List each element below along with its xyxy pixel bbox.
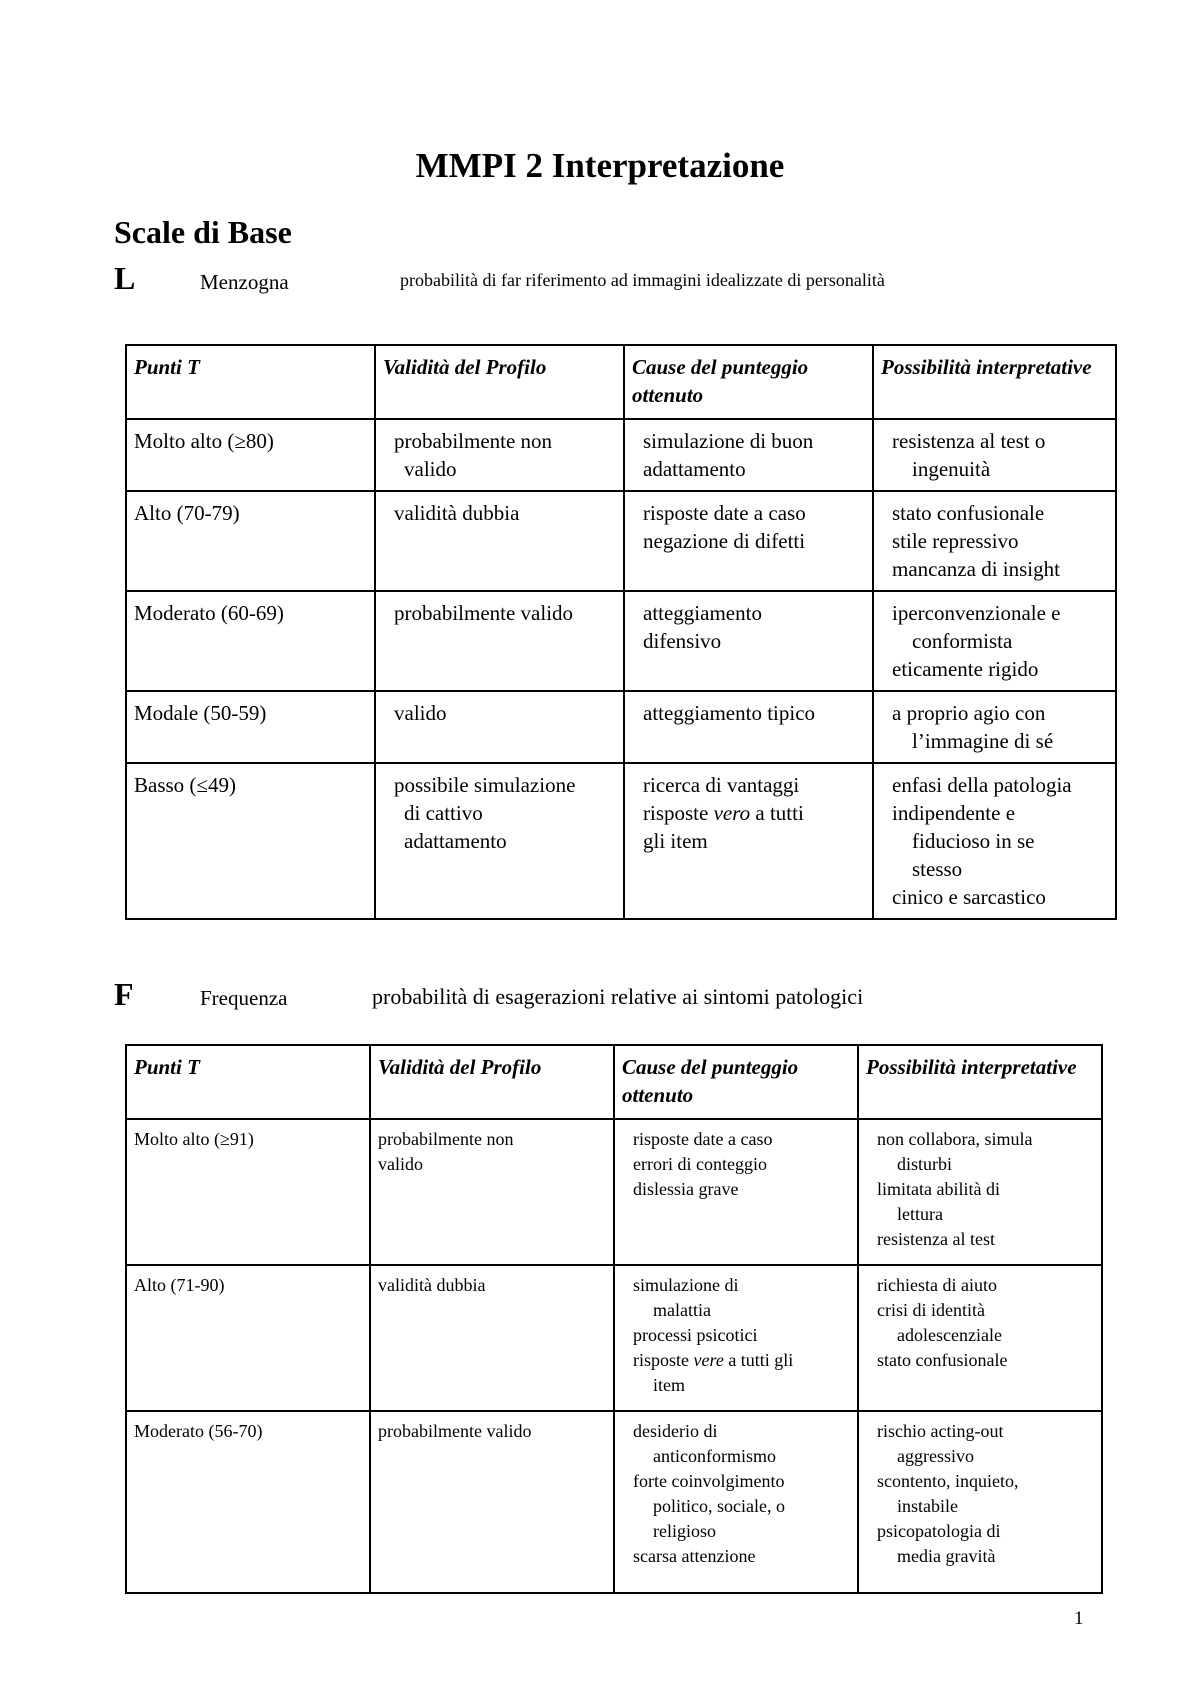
cell-possibilita	[858, 1411, 1102, 1593]
cell-text: stato confusionale	[892, 501, 1045, 525]
cell-text: a tutti	[750, 801, 804, 825]
cell-text: processi psicotici	[633, 1325, 758, 1345]
cell-text: crisi di identità	[877, 1300, 985, 1320]
cell-text: stesso	[912, 857, 963, 881]
cell-text: non collabora, simula	[877, 1129, 1033, 1149]
scale-f-heading	[114, 976, 864, 1016]
cell-text: rischio acting-out	[877, 1421, 1004, 1441]
cell-cause	[624, 591, 873, 691]
header-validita: Validità del Profilo	[375, 345, 624, 419]
scale-l-heading	[114, 260, 885, 300]
cell-text: scarsa attenzione	[633, 1546, 756, 1566]
header-punti-t: Punti T	[126, 345, 375, 419]
cell-text: simulazione di	[633, 1275, 739, 1295]
scale-l-description: probabilità di far riferimento ad immagini idealizzate di personalità	[400, 270, 885, 290]
cell-text: l’immagine di sé	[912, 729, 1054, 753]
page-number: 1	[1074, 1608, 1084, 1629]
cell-text: eticamente rigido	[892, 657, 1039, 681]
cell-validita	[375, 491, 624, 591]
cell-text: validità dubbia	[394, 501, 520, 525]
cell-punti: Basso (≤49)	[126, 763, 375, 919]
cell-text: adattamento	[643, 457, 746, 481]
cell-text: adattamento	[404, 829, 507, 853]
cell-validita	[375, 419, 624, 491]
scale-f-name: Frequenza	[200, 986, 288, 1010]
table-row	[126, 1411, 1102, 1593]
scale-l-table	[125, 344, 1117, 920]
cell-text: stile repressivo	[892, 529, 1019, 553]
cell-text: religioso	[653, 1521, 716, 1541]
cell-text: resistenza al test	[877, 1229, 995, 1249]
cell-punti: Moderato (56-70)	[126, 1411, 370, 1593]
cell-cause	[614, 1119, 858, 1265]
cell-text: malattia	[653, 1300, 711, 1320]
cell-text: fiducioso in se	[912, 829, 1035, 853]
cell-text: risposte	[633, 1350, 694, 1370]
cell-text: instabile	[897, 1496, 958, 1516]
table-row	[126, 419, 1116, 491]
cell-validita	[370, 1119, 614, 1265]
cell-text: stato confusionale	[877, 1350, 1008, 1370]
cell-punti: Alto (71-90)	[126, 1265, 370, 1411]
cell-text: politico, sociale, o	[653, 1496, 785, 1516]
cell-text: atteggiamento tipico	[643, 701, 816, 725]
cell-text: risposte date a caso	[643, 501, 806, 525]
cell-text: possibile simulazione	[394, 773, 576, 797]
table-row	[126, 691, 1116, 763]
cell-punti: Molto alto (≥80)	[126, 419, 375, 491]
cell-text: limitata abilità di	[877, 1179, 1000, 1199]
cell-cause	[624, 691, 873, 763]
cell-text: valido	[378, 1154, 423, 1174]
cell-text: probabilmente non	[378, 1129, 514, 1149]
cell-text: richiesta di aiuto	[877, 1275, 997, 1295]
cell-possibilita	[858, 1265, 1102, 1411]
cell-possibilita	[873, 591, 1116, 691]
cell-text-italic: vero	[713, 801, 751, 825]
table-header-row	[126, 345, 1116, 419]
cell-text: ricerca di vantaggi	[643, 773, 800, 797]
cell-punti: Molto alto (≥91)	[126, 1119, 370, 1265]
cell-punti: Alto (70-79)	[126, 491, 375, 591]
cell-punti: Moderato (60-69)	[126, 591, 375, 691]
cell-validita	[375, 763, 624, 919]
header-cause: Cause del punteggio ottenuto	[614, 1045, 858, 1119]
cell-text: conformista	[912, 629, 1013, 653]
cell-text: simulazione di buon	[643, 429, 814, 453]
header-punti-t: Punti T	[126, 1045, 370, 1119]
cell-validita	[375, 691, 624, 763]
header-cause: Cause del punteggio ottenuto	[624, 345, 873, 419]
cell-text: valido	[394, 701, 447, 725]
cell-validita	[370, 1265, 614, 1411]
cell-cause	[624, 491, 873, 591]
cell-cause	[624, 419, 873, 491]
cell-text-mixed	[643, 799, 865, 827]
cell-text: anticonformismo	[653, 1446, 776, 1466]
cell-text: probabilmente valido	[394, 601, 574, 625]
cell-text: validità dubbia	[378, 1275, 486, 1295]
scale-f-description: probabilità di esagerazioni relative ai sintomi patologici	[372, 984, 864, 1009]
cell-possibilita	[873, 419, 1116, 491]
table-header-row	[126, 1045, 1102, 1119]
header-validita: Validità del Profilo	[370, 1045, 614, 1119]
scale-f-letter: F	[114, 976, 134, 1012]
header-possibilita: Possibilità interpretative	[873, 345, 1116, 419]
cell-text: errori di conteggio	[633, 1154, 767, 1174]
table-row	[126, 763, 1116, 919]
table-row	[126, 1265, 1102, 1411]
cell-text: a tutti gli	[723, 1350, 794, 1370]
cell-text: mancanza di insight	[892, 557, 1060, 581]
cell-text: indipendente e	[892, 801, 1016, 825]
cell-text: disturbi	[897, 1154, 953, 1174]
cell-possibilita	[858, 1119, 1102, 1265]
cell-text: enfasi della patologia	[892, 773, 1072, 797]
cell-text-mixed	[633, 1348, 850, 1373]
cell-text: ingenuità	[912, 457, 991, 481]
table-row	[126, 491, 1116, 591]
scale-f-table	[125, 1044, 1103, 1594]
table-row	[126, 1119, 1102, 1265]
cell-text: desiderio di	[633, 1421, 718, 1441]
scale-l-letter: L	[114, 260, 136, 296]
header-possibilita: Possibilità interpretative	[858, 1045, 1102, 1119]
cell-text: forte coinvolgimento	[633, 1471, 785, 1491]
cell-text: probabilmente non	[394, 429, 553, 453]
cell-text: media gravità	[897, 1546, 996, 1566]
cell-text: gli item	[643, 829, 708, 853]
cell-text: probabilmente valido	[378, 1421, 532, 1441]
cell-possibilita	[873, 691, 1116, 763]
scale-l-name: Menzogna	[200, 270, 289, 294]
cell-text-italic: vere	[693, 1350, 724, 1370]
document-title: MMPI 2 Interpretazione	[415, 146, 785, 185]
cell-text: lettura	[897, 1204, 943, 1224]
cell-cause	[614, 1411, 858, 1593]
cell-text: a proprio agio con	[892, 701, 1046, 725]
cell-text: psicopatologia di	[877, 1521, 1001, 1541]
cell-text: di cattivo	[404, 801, 483, 825]
cell-text: risposte date a caso	[633, 1129, 773, 1149]
table-row	[126, 591, 1116, 691]
cell-text: valido	[404, 457, 457, 481]
cell-text: risposte	[643, 801, 714, 825]
cell-validita	[375, 591, 624, 691]
section-title: Scale di Base	[114, 214, 292, 250]
cell-cause	[614, 1265, 858, 1411]
cell-text: resistenza al test o	[892, 429, 1046, 453]
cell-text: aggressivo	[897, 1446, 974, 1466]
cell-text: dislessia grave	[633, 1179, 739, 1199]
cell-possibilita	[873, 763, 1116, 919]
cell-text: adolescenziale	[897, 1325, 1002, 1345]
cell-text: scontento, inquieto,	[877, 1471, 1019, 1491]
cell-punti: Modale (50-59)	[126, 691, 375, 763]
cell-text: cinico e sarcastico	[892, 885, 1046, 909]
cell-cause	[624, 763, 873, 919]
cell-text: iperconvenzionale e	[892, 601, 1061, 625]
cell-text: item	[653, 1375, 685, 1395]
cell-text: atteggiamento	[643, 601, 762, 625]
cell-validita	[370, 1411, 614, 1593]
cell-text: difensivo	[643, 629, 722, 653]
cell-text: negazione di difetti	[643, 529, 806, 553]
cell-possibilita	[873, 491, 1116, 591]
